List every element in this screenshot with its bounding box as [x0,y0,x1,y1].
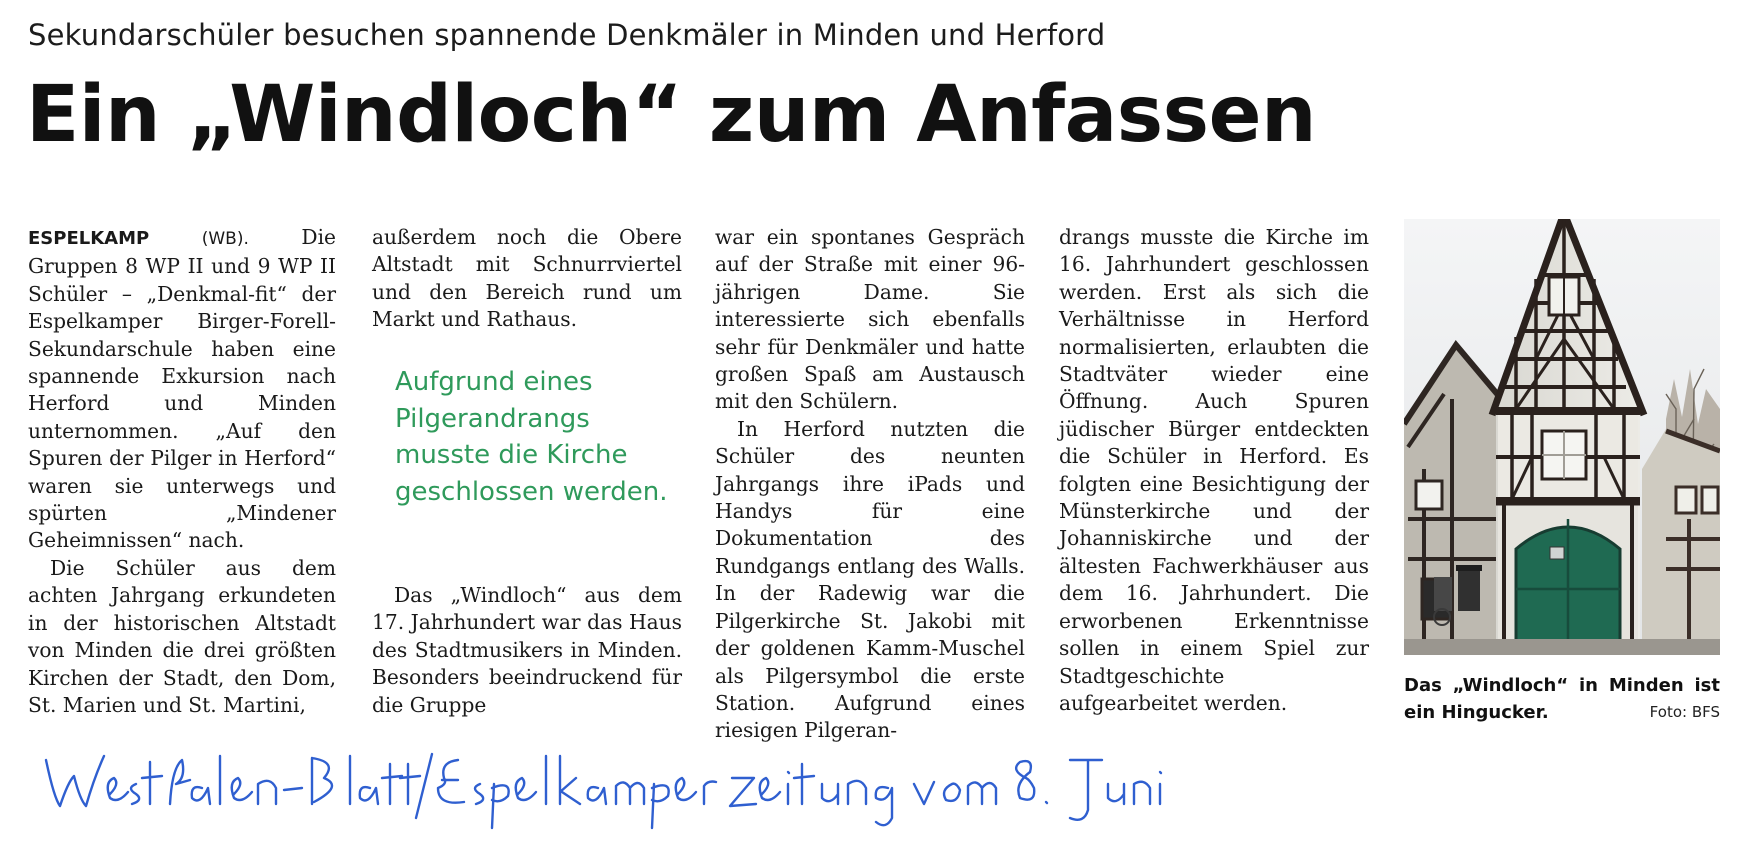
article-column-3 [715,224,1025,745]
dateline: ESPELKAMP [28,228,150,249]
article-column-1 [28,224,336,719]
source-tag: (WB). [201,229,249,249]
article-column-4 [1059,224,1369,717]
caption-text: Das „Windloch“ in Minden ist ein Hingucker. [1404,675,1720,723]
article-kicker: Sekundarschüler besuchen spannende Denkmäler in Minden und Herford [28,18,1106,52]
paragraph: drangs musste die Kirche im 16. Jahrhundert geschlossen werden. Erst als sich die Verhältnisse in Herford normalisierten, erlaubten die Stadtväter wieder eine Öffnung. Auch Spuren jüdischer Bürger entdeckten die Schüler in Herford. Es folgten eine Besichtigung der Münsterkirche und der Johanniskirche und der ältesten Fachwerkhäuser aus dem 16. Jahrhundert. Die erworbenen Erkenntnisse sollen in einem Spiel zur Stadtgeschichte aufgearbeitet werden. [1059,225,1369,715]
paragraph: außerdem noch die Obere Altstadt mit Schnurrviertel und den Bereich rund um Markt und Rathaus. [372,225,682,332]
paragraph: In Herford nutzten die Schüler des neunten Jahrgangs ihre iPads und Handys für eine Dokumentation des Rundgangs entlang des Walls. In der Radewig war die Pilgerkirche St. Jakobi mit der goldenen Kamm-Muschel als Pilgersymbol die erste Station. Aufgrund eines riesigen Pilgeran- [715,416,1025,743]
photo-caption [1404,672,1720,726]
paragraph: Die Schüler aus dem achten Jahrgang erkundeten in der historischen Altstadt von Minden die drei größten Kirchen der Stadt, den Dom, St. Marien und St. Martini, [28,555,336,717]
paragraph: war ein spontanes Gespräch auf der Straße mit einer 96-jährigen Dame. Sie interessierte sich ebenfalls sehr für Denkmäler und hatte großen Spaß am Austausch mit den Schülern. [715,225,1025,414]
paragraph-text: Die Gruppen 8 WP II und 9 WP II Schüler – „Denkmal-fit“ der Espelkamper Birger-Forell-Sekundarschule haben eine spannende Exkursion nach Herford und Minden unternommen. „Auf den Spuren der Pilger in Herford“ waren sie unterwegs und spürten „Mindener Geheimnissen“ nach. [28,225,336,553]
windloch-house-photo [1404,219,1720,655]
handwritten-source-note [40,748,1170,838]
photo-credit: Foto: BFS [1649,703,1720,721]
paragraph: Das „Windloch“ aus dem 17. Jahrhundert war das Haus des Stadtmusikers in Minden. Besonders beeindruckend für die Gruppe [372,583,682,717]
pull-quote: Aufgrund eines Pilgerandrangs musste die Kirche geschlossen werden. [395,367,668,507]
paragraph [28,224,336,555]
article-headline: Ein „Windloch“ zum Anfassen [26,70,1317,160]
